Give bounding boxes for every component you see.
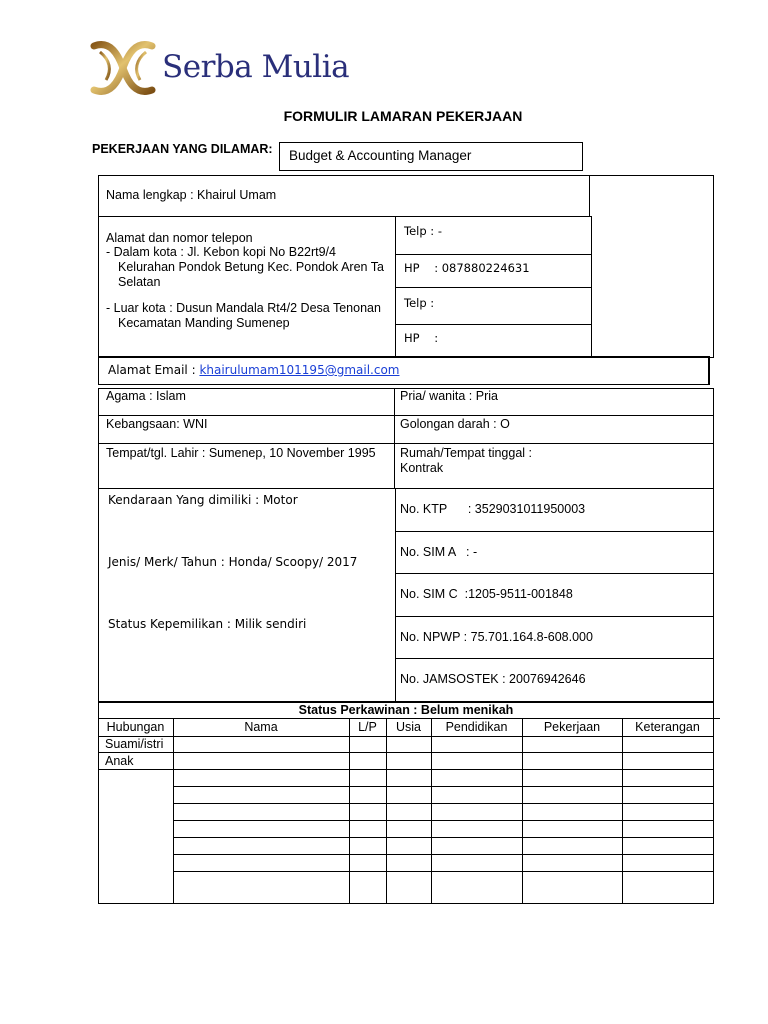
- blood-type: Golongan darah : O: [400, 417, 510, 431]
- position-value: Budget & Accounting Manager: [289, 148, 472, 163]
- religion: Agama : Islam: [106, 389, 186, 403]
- form-title: FORMULIR LAMARAN PEKERJAAN: [283, 108, 523, 124]
- nationality: Kebangsaan: WNI: [106, 417, 208, 431]
- position-field[interactable]: [279, 142, 583, 171]
- vehicle-type: Jenis/ Merk/ Tahun : Honda/ Scoopy/ 2017: [108, 555, 358, 569]
- hp-out: HP :: [404, 331, 439, 345]
- col-hubungan: Hubungan: [106, 720, 165, 734]
- telp-city: Telp : -: [404, 224, 442, 238]
- col-keterangan: Keterangan: [635, 720, 700, 734]
- address-heading: Alamat dan nomor telepon: [106, 231, 253, 245]
- full-name: Nama lengkap : Khairul Umam: [106, 188, 277, 202]
- col-pendidikan: Pendidikan: [445, 720, 508, 734]
- vehicle-owned: Kendaraan Yang dimiliki : Motor: [108, 493, 298, 507]
- vehicle-ownership: Status Kepemilikan : Milik sendiri: [108, 617, 307, 631]
- row-anak: Anak: [105, 754, 134, 768]
- hp-city: HP : 087880224631: [404, 261, 530, 275]
- npwp-number: No. NPWP : 75.701.164.8-608.000: [400, 630, 593, 644]
- logo-brand-text: Serba Mulia: [162, 49, 350, 85]
- jamsostek-number: No. JAMSOSTEK : 20076942646: [400, 672, 586, 686]
- sim-a-number: No. SIM A : -: [400, 545, 478, 559]
- sim-c-number: No. SIM C :1205-9511-001848: [400, 587, 573, 601]
- residence: Rumah/Tempat tinggal : Kontrak: [400, 446, 533, 475]
- address-out-of-town: - Luar kota : Dusun Mandala Rt4/2 Desa Tenonan Kecamatan Manding Sumenep: [106, 301, 381, 330]
- ktp-number: No. KTP : 3529031011950003: [400, 502, 586, 516]
- company-logo: [90, 40, 360, 96]
- telp-out: Telp :: [404, 296, 435, 310]
- col-lp: L/P: [358, 720, 377, 734]
- logo-mark-icon: [90, 40, 156, 96]
- col-pekerjaan: Pekerjaan: [543, 720, 601, 734]
- position-label: PEKERJAAN YANG DILAMAR:: [92, 142, 273, 156]
- marital-status: Status Perkawinan : Belum menikah: [298, 703, 514, 717]
- email-field: Alamat Email : khairulumam101195@gmail.com: [108, 363, 400, 377]
- email-link[interactable]: khairulumam101195@gmail.com: [199, 363, 400, 377]
- col-usia: Usia: [395, 720, 421, 734]
- address-city: - Dalam kota : Jl. Kebon kopi No B22rt9/4 Kelurahan Pondok Betung Kec. Pondok Aren Ta Selatan: [106, 245, 384, 289]
- row-suami-istri: Suami/istri: [105, 737, 164, 751]
- col-nama: Nama: [244, 720, 278, 734]
- birth-place-date: Tempat/tgl. Lahir : Sumenep, 10 November 1995: [106, 446, 376, 460]
- gender: Pria/ wanita : Pria: [400, 389, 498, 403]
